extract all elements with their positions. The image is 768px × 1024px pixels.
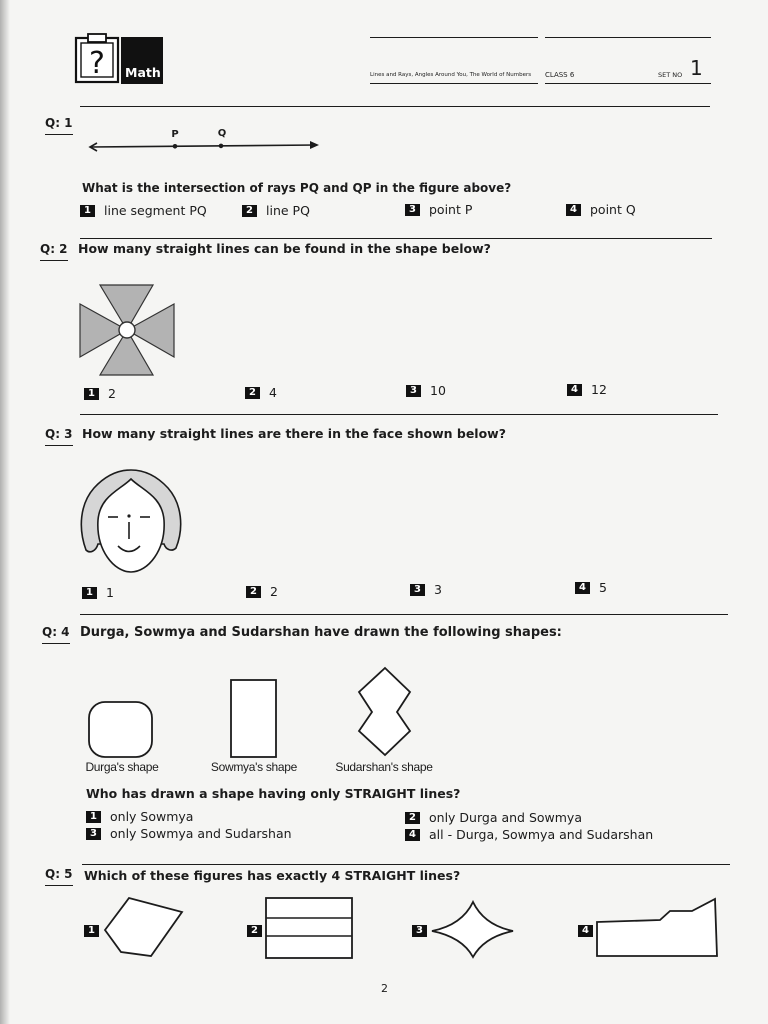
option-number-badge: 4 [578,925,593,937]
option-text: all - Durga, Sowmya and Sudarshan [429,827,654,842]
q1-option-3 [405,204,472,217]
q4-shapes-figure [80,662,420,762]
option-text: 2 [270,584,278,599]
q3-option-2 [246,586,278,599]
option-number-badge: 3 [86,828,101,840]
q3-option-3 [410,584,442,597]
point-p-label: P [171,129,179,140]
option-number-badge: 3 [405,204,420,216]
q1-option-4 [566,204,636,217]
q2-option-1 [84,388,116,401]
sudarshan-shape-label: Sudarshan's shape [335,760,433,774]
option-text: 3 [434,582,442,597]
header-rule-left-bottom [370,83,538,84]
subject-label: Math [125,65,161,80]
q2-pinwheel-figure [76,283,178,379]
header-rule-right-bottom [545,83,711,84]
option-number-badge: 1 [80,205,95,217]
class-label: CLASS 6 [545,71,575,79]
option-number-badge: 1 [82,587,97,599]
option-text: line segment PQ [104,203,207,218]
option-number-badge: 4 [575,582,590,594]
q4-text: Durga, Sowmya and Sudarshan have drawn the following shapes: [80,625,562,640]
q5-text: Which of these figures has exactly 4 STRAIGHT lines? [84,868,461,883]
q3-option-4 [575,582,607,595]
ray-line [90,145,317,147]
q1-option-1 [80,205,207,218]
topics-text: Lines and Rays, Angles Around You, The World of Numbers [370,72,532,78]
q5-figure-2-striped-rectangle [265,897,355,961]
option-text: only Sowmya [110,809,194,824]
option-text: 1 [106,585,114,600]
q1-ray-figure [85,125,325,155]
sowmya-shape-label: Sowmya's shape [210,760,298,774]
q1-option-2 [242,205,310,218]
option-text: 10 [430,383,446,398]
q5-figure-4-stepped-polygon [595,897,721,959]
q1-text: What is the intersection of rays PQ and QP in the figure above? [82,181,512,195]
q3-separator [80,414,718,415]
q1-separator [80,106,710,107]
set-label: SET NO [658,71,683,79]
clipboard-question-icon [74,33,120,85]
header-rule-left-top [370,37,538,38]
q5-separator [82,864,730,865]
point-q-dot [219,144,224,149]
logo-question-mark: ? [89,46,105,81]
header-rule-right-top [545,37,711,38]
q3-option-1 [82,587,114,600]
option-text: line PQ [266,203,310,218]
option-number-badge: 2 [246,586,261,598]
q4-option-2 [405,812,582,825]
subject-badge [121,37,163,84]
sudarshan-double-diamond [359,668,410,755]
q4-separator [80,614,728,615]
option-number-badge: 3 [406,385,421,397]
page-edge-shadow [0,0,10,1024]
option-number-badge: 2 [245,387,260,399]
point-p-dot [173,144,178,149]
option-number-badge: 4 [405,829,420,841]
option-number-badge: 4 [567,384,582,396]
option-number-badge: 3 [410,584,425,596]
option-number-badge: 2 [405,812,420,824]
durga-rounded-square [89,702,152,757]
option-text: only Durga and Sowmya [429,810,582,825]
option-text: only Sowmya and Sudarshan [110,826,292,841]
q2-text: How many straight lines can be found in the shape below? [78,241,491,256]
q3-face-figure [78,466,184,578]
q4-sub-question: Who has drawn a shape having only STRAIGHT lines? [86,786,461,801]
q5-figure-1-pentagon [100,894,186,960]
option-text: 2 [108,386,116,401]
option-number-badge: 1 [84,925,99,937]
q2-option-4 [567,384,607,397]
q2-label: Q: 2 [40,243,68,261]
durga-shape-label: Durga's shape [85,760,159,774]
q3-label: Q: 3 [45,428,73,446]
option-number-badge: 2 [247,925,262,937]
page-number: 2 [381,982,388,995]
point-q-label: Q [217,128,227,139]
right-arrowhead [310,141,319,149]
q1-label: Q: 1 [45,117,73,135]
q5-label: Q: 5 [45,868,73,886]
pinwheel-center-circle [119,322,135,338]
option-text: 5 [599,580,607,595]
option-text: point Q [590,202,636,217]
set-number: 1 [690,56,703,80]
option-number-badge: 4 [566,204,581,216]
q5-figure-3-curved-star [430,899,516,961]
option-number-badge: 2 [242,205,257,217]
option-number-badge: 1 [84,388,99,400]
q4-option-1 [86,811,193,824]
option-number-badge: 1 [86,811,101,823]
q3-text: How many straight lines are there in the face shown below? [82,426,506,441]
bindi-dot [127,514,130,517]
q2-option-2 [245,387,277,400]
q2-separator [80,238,712,239]
option-text: 4 [269,385,277,400]
q4-label: Q: 4 [42,626,70,644]
q4-option-3 [86,828,292,841]
option-text: point P [429,202,473,217]
option-number-badge: 3 [412,925,427,937]
sowmya-rectangle [231,680,276,757]
q2-option-3 [406,385,446,398]
option-text: 12 [591,382,607,397]
q4-option-4 [405,829,653,842]
